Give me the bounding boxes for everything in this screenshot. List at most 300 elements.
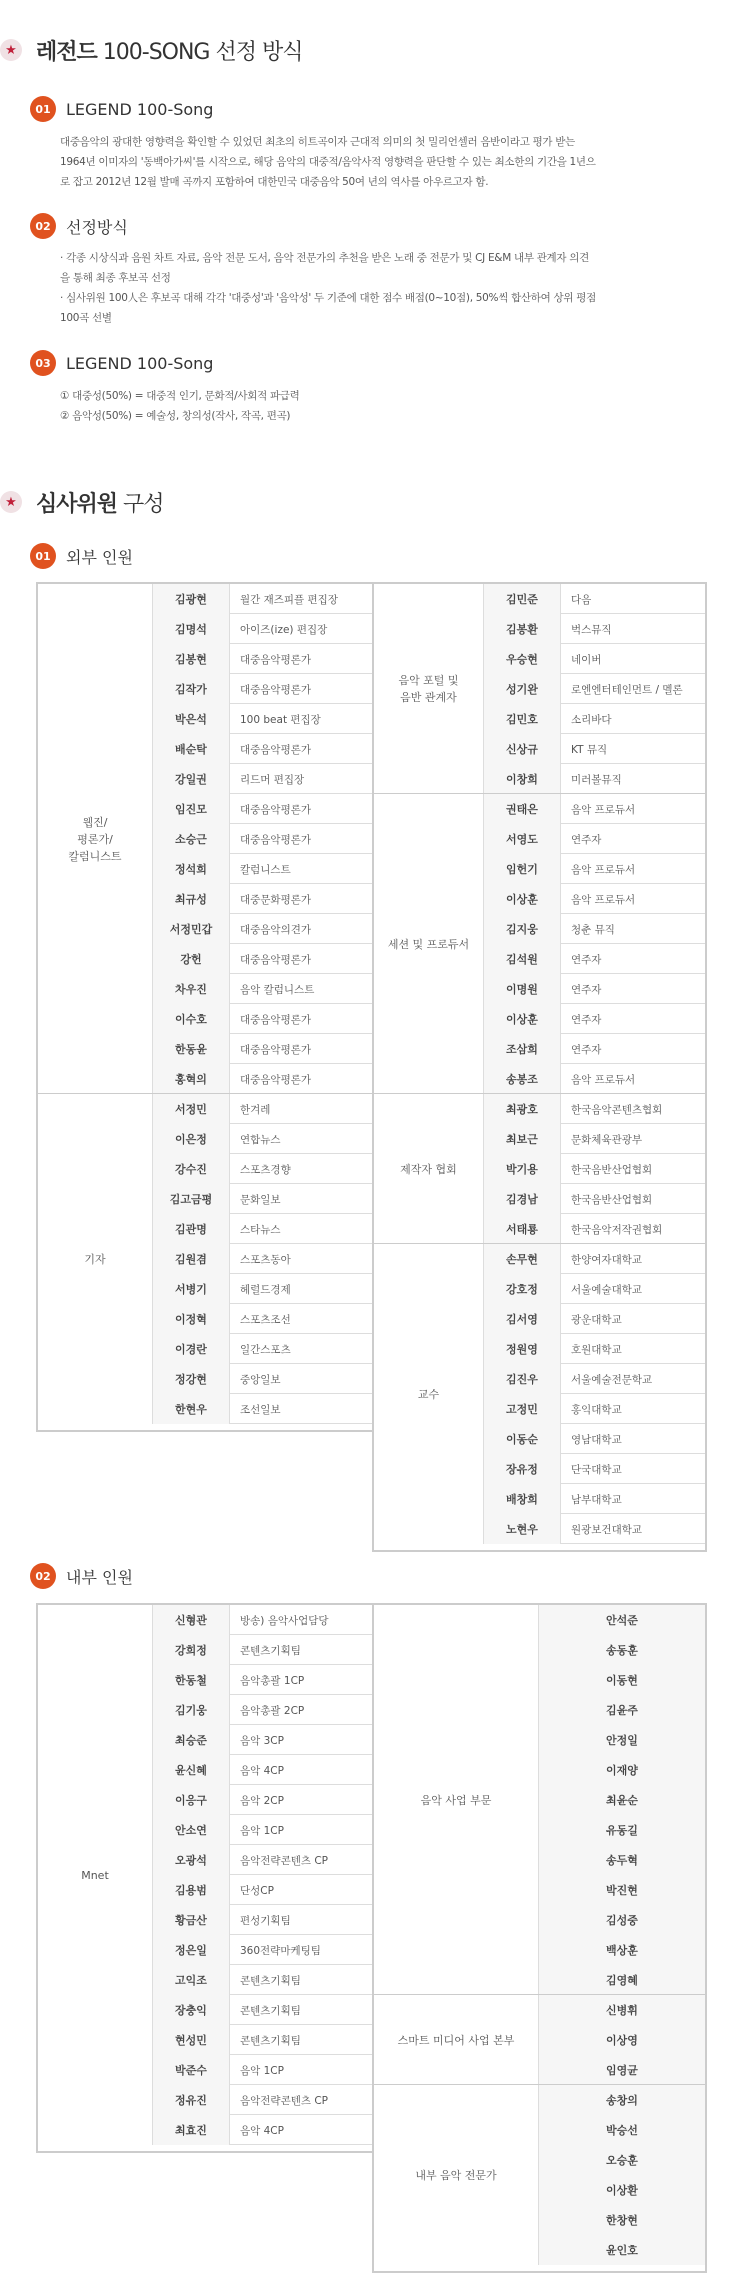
member-role: 음악 프로듀서 bbox=[571, 893, 636, 906]
table-row bbox=[484, 1094, 705, 1124]
member-role: 대중음악평론가 bbox=[240, 683, 312, 696]
table-row bbox=[484, 704, 705, 734]
member-name: 정유진 bbox=[153, 2085, 230, 2115]
member-name: 장충익 bbox=[153, 1995, 230, 2025]
member-role: 청춘 뮤직 bbox=[571, 923, 615, 936]
member-name: 김기웅 bbox=[153, 1695, 230, 1725]
table-row bbox=[539, 1815, 705, 1845]
table-row bbox=[153, 1334, 374, 1364]
text-line: ① 대중성(50%) = 대중적 인기, 문화적/사회적 파급력 bbox=[60, 390, 300, 402]
table-row bbox=[153, 1785, 374, 1815]
subsection-method bbox=[30, 213, 128, 239]
member-role: 음악 프로듀서 bbox=[571, 1073, 636, 1086]
internal-table-left bbox=[36, 1603, 376, 2153]
table-row bbox=[539, 1935, 705, 1965]
table-row bbox=[539, 1635, 705, 1665]
table-row bbox=[539, 1785, 705, 1815]
member-role: 문화일보 bbox=[240, 1193, 281, 1206]
text-line: 로 잡고 2012년 12월 발매 곡까지 포함하여 대한민국 대중음악 50여 년의 역사를 아우르고자 함. bbox=[60, 176, 489, 188]
member-role: 리드머 편집장 bbox=[240, 773, 305, 786]
member-name: 임진모 bbox=[153, 794, 230, 824]
section-title-rest: 100-SONG 선정 방식 bbox=[96, 39, 303, 65]
table-row bbox=[484, 1034, 705, 1064]
member-name: 고정민 bbox=[484, 1394, 561, 1424]
member-role: 스포츠조선 bbox=[240, 1313, 291, 1326]
text-line: · 심사위원 100人은 후보곡 대해 각각 '대중성'과 '음악성' 두 기준에 대한 점수 배점(0~10점), 50%씩 합산하여 상위 평점 bbox=[60, 292, 596, 304]
member-role: 스타뉴스 bbox=[240, 1223, 281, 1236]
member-name: 박진현 bbox=[539, 1875, 705, 1905]
member-name: 송봉조 bbox=[484, 1064, 561, 1094]
member-role: 연주자 bbox=[571, 953, 602, 966]
section-title-rest: 구성 bbox=[117, 491, 164, 517]
member-name: 송창의 bbox=[539, 2085, 705, 2115]
category-cell: 기자 bbox=[38, 1094, 153, 1424]
member-role: 대중음악평론가 bbox=[240, 953, 312, 966]
member-name: 한창현 bbox=[539, 2205, 705, 2235]
text-line: 대중음악의 광대한 영향력을 확인할 수 있었던 최초의 히트곡이자 근대적 의미의 첫 밀리언셀러 음반이라고 평가 받는 bbox=[60, 136, 575, 148]
member-name: 신병휘 bbox=[539, 1995, 705, 2025]
table-row bbox=[539, 1965, 705, 1995]
member-name: 이상훈 bbox=[484, 1004, 561, 1034]
member-role: 다음 bbox=[571, 593, 592, 606]
member-role: 대중음악평론가 bbox=[240, 833, 312, 846]
member-role: 호원대학교 bbox=[571, 1343, 622, 1356]
member-name: 김경남 bbox=[484, 1184, 561, 1214]
member-name: 김석원 bbox=[484, 944, 561, 974]
member-role: 방송) 음악사업담당 bbox=[240, 1614, 329, 1627]
member-name: 안소연 bbox=[153, 1815, 230, 1845]
table-row bbox=[153, 1124, 374, 1154]
table-row bbox=[539, 2145, 705, 2175]
member-name: 김작가 bbox=[153, 674, 230, 704]
table-row bbox=[484, 1364, 705, 1394]
table-row bbox=[153, 824, 374, 854]
table-row bbox=[153, 1725, 374, 1755]
member-name: 박준수 bbox=[153, 2055, 230, 2085]
member-name: 김지웅 bbox=[484, 914, 561, 944]
table-row bbox=[484, 674, 705, 704]
number-badge: 01 bbox=[30, 96, 56, 122]
member-name: 백상훈 bbox=[539, 1935, 705, 1965]
member-role: 스포츠경향 bbox=[240, 1163, 291, 1176]
table-row bbox=[153, 1004, 374, 1034]
table-row bbox=[539, 1605, 705, 1635]
member-role: 아이즈(ize) 편집장 bbox=[240, 623, 328, 636]
member-role: 연주자 bbox=[571, 983, 602, 996]
table-row bbox=[484, 884, 705, 914]
member-name: 홍혁의 bbox=[153, 1064, 230, 1094]
member-role: 소리바다 bbox=[571, 713, 612, 726]
text-line: 을 통해 최종 후보곡 선정 bbox=[60, 272, 171, 284]
text-line: 1964년 이미자의 '동백아가씨'를 시작으로, 해당 음악의 대중적/음악사적 영향력을 판단할 수 있는 최소한의 기간을 1년으 bbox=[60, 156, 596, 168]
table-row bbox=[153, 1364, 374, 1394]
table-row bbox=[153, 1064, 374, 1094]
table-row bbox=[539, 1725, 705, 1755]
table-row bbox=[484, 1514, 705, 1544]
member-role: 콘텐츠기획팀 bbox=[240, 2034, 301, 2047]
table-row bbox=[539, 2205, 705, 2235]
table-row bbox=[484, 944, 705, 974]
member-name: 차우진 bbox=[153, 974, 230, 1004]
table-row bbox=[484, 644, 705, 674]
member-name: 이상훈 bbox=[484, 884, 561, 914]
member-name: 최윤순 bbox=[539, 1785, 705, 1815]
member-role: 네이버 bbox=[571, 653, 602, 666]
table-row bbox=[153, 644, 374, 674]
internal-table-right bbox=[372, 1603, 707, 2273]
member-role: 음악 4CP bbox=[240, 1764, 284, 1777]
member-name: 강호정 bbox=[484, 1274, 561, 1304]
member-role: 한국음악콘텐츠협회 bbox=[571, 1103, 663, 1116]
member-role: 단성CP bbox=[240, 1884, 274, 1897]
paragraph-criteria bbox=[60, 386, 720, 426]
table-row bbox=[539, 1995, 705, 2025]
member-name: 김용범 bbox=[153, 1875, 230, 1905]
member-role: 편성기획팀 bbox=[240, 1914, 291, 1927]
table-row bbox=[539, 1695, 705, 1725]
table-row bbox=[153, 1965, 374, 1995]
subsection-title: 선정방식 bbox=[66, 217, 128, 237]
member-name: 한동철 bbox=[153, 1665, 230, 1695]
member-name: 소승근 bbox=[153, 824, 230, 854]
member-name: 김영혜 bbox=[539, 1965, 705, 1995]
member-name: 김서영 bbox=[484, 1304, 561, 1334]
member-role: 영남대학교 bbox=[571, 1433, 622, 1446]
member-name: 김봉환 bbox=[484, 614, 561, 644]
table-row bbox=[484, 734, 705, 764]
member-role: 한국음반산업협회 bbox=[571, 1193, 653, 1206]
member-name: 이은정 bbox=[153, 1124, 230, 1154]
member-name: 한동윤 bbox=[153, 1034, 230, 1064]
table-row bbox=[484, 794, 705, 824]
member-name: 윤신혜 bbox=[153, 1755, 230, 1785]
member-name: 이수호 bbox=[153, 1004, 230, 1034]
member-role: 음악 2CP bbox=[240, 1794, 284, 1807]
table-row bbox=[153, 1214, 374, 1244]
subsection-internal bbox=[30, 1563, 133, 1589]
table-row bbox=[539, 2115, 705, 2145]
member-name: 김봉현 bbox=[153, 644, 230, 674]
member-role: 벅스뮤직 bbox=[571, 623, 612, 636]
category-cell: 세션 및 프로듀서 bbox=[374, 794, 484, 1094]
member-name: 서태룡 bbox=[484, 1214, 561, 1244]
member-role: 한국음악저작권협회 bbox=[571, 1223, 663, 1236]
member-role: 중앙일보 bbox=[240, 1373, 281, 1386]
category-cell: 스마트 미디어 사업 본부 bbox=[374, 1995, 539, 2085]
member-name: 김윤주 bbox=[539, 1695, 705, 1725]
member-name: 정강현 bbox=[153, 1364, 230, 1394]
member-role: 대중음악평론가 bbox=[240, 653, 312, 666]
table-row bbox=[484, 824, 705, 854]
table-row bbox=[484, 1184, 705, 1214]
member-role: 미러볼뮤직 bbox=[571, 773, 622, 786]
external-table-right bbox=[372, 582, 707, 1552]
member-name: 최효진 bbox=[153, 2115, 230, 2145]
category-cell: 제작자 협회 bbox=[374, 1094, 484, 1244]
member-role: 한양여자대학교 bbox=[571, 1253, 643, 1266]
table-row bbox=[484, 1124, 705, 1154]
member-role: 음악 칼럼니스트 bbox=[240, 983, 315, 996]
member-name: 황금산 bbox=[153, 1905, 230, 1935]
member-name: 김광현 bbox=[153, 584, 230, 614]
member-name: 이응구 bbox=[153, 1785, 230, 1815]
member-role: 연합뉴스 bbox=[240, 1133, 281, 1146]
table-row bbox=[153, 1394, 374, 1424]
member-name: 신상규 bbox=[484, 734, 561, 764]
section-title-selection bbox=[0, 30, 302, 70]
member-role: 음악 1CP bbox=[240, 1824, 284, 1837]
member-name: 오광석 bbox=[153, 1845, 230, 1875]
table-row bbox=[484, 584, 705, 614]
member-role: 콘텐츠기획팀 bbox=[240, 1974, 301, 1987]
table-row bbox=[153, 794, 374, 824]
table-row bbox=[484, 1214, 705, 1244]
table-row bbox=[539, 2055, 705, 2085]
member-role: 단국대학교 bbox=[571, 1463, 622, 1476]
table-row bbox=[484, 1064, 705, 1094]
member-name: 강희정 bbox=[153, 1635, 230, 1665]
member-name: 조삼희 bbox=[484, 1034, 561, 1064]
number-badge: 02 bbox=[30, 213, 56, 239]
member-name: 현성민 bbox=[153, 2025, 230, 2055]
table-row bbox=[484, 614, 705, 644]
paragraph-method bbox=[60, 248, 720, 328]
table-row bbox=[539, 1665, 705, 1695]
table-row bbox=[153, 1154, 374, 1184]
text-line: 100곡 선별 bbox=[60, 312, 112, 324]
member-role: 음악 프로듀서 bbox=[571, 803, 636, 816]
member-role: 로엔엔터테인먼트 / 멜론 bbox=[571, 683, 683, 696]
member-name: 최승준 bbox=[153, 1725, 230, 1755]
member-role: 대중음악평론가 bbox=[240, 1013, 312, 1026]
table-row bbox=[153, 1635, 374, 1665]
member-role: 대중음악의견가 bbox=[240, 923, 312, 936]
member-role: 연주자 bbox=[571, 833, 602, 846]
table-row bbox=[484, 1004, 705, 1034]
member-role: 음악 3CP bbox=[240, 1734, 284, 1747]
member-role: 대중음악평론가 bbox=[240, 743, 312, 756]
member-role: 일간스포츠 bbox=[240, 1343, 291, 1356]
table-row bbox=[153, 1845, 374, 1875]
table-row bbox=[484, 1454, 705, 1484]
member-role: 스포츠동아 bbox=[240, 1253, 291, 1266]
table-row bbox=[153, 1905, 374, 1935]
subsection-legend-1 bbox=[30, 96, 213, 122]
table-row bbox=[153, 1755, 374, 1785]
table-row bbox=[153, 1244, 374, 1274]
table-row bbox=[484, 914, 705, 944]
member-name: 이상환 bbox=[539, 2175, 705, 2205]
member-name: 이경란 bbox=[153, 1334, 230, 1364]
table-row bbox=[153, 734, 374, 764]
table-row bbox=[153, 1605, 374, 1635]
member-name: 신형관 bbox=[153, 1605, 230, 1635]
member-name: 손무현 bbox=[484, 1244, 561, 1274]
member-role: 음악 프로듀서 bbox=[571, 863, 636, 876]
table-row bbox=[153, 1665, 374, 1695]
table-row bbox=[153, 1034, 374, 1064]
member-name: 서정민갑 bbox=[153, 914, 230, 944]
member-name: 안석준 bbox=[539, 1605, 705, 1635]
subsection-legend-3 bbox=[30, 350, 213, 376]
table-row bbox=[153, 1304, 374, 1334]
member-role: 문화체육관광부 bbox=[571, 1133, 643, 1146]
member-name: 김민호 bbox=[484, 704, 561, 734]
member-role: 홍익대학교 bbox=[571, 1403, 622, 1416]
member-name: 이창희 bbox=[484, 764, 561, 794]
table-row bbox=[484, 1394, 705, 1424]
member-name: 고익조 bbox=[153, 1965, 230, 1995]
member-name: 김원겸 bbox=[153, 1244, 230, 1274]
member-role: 음악총괄 1CP bbox=[240, 1674, 305, 1687]
member-role: KT 뮤직 bbox=[571, 743, 608, 756]
member-name: 이동순 bbox=[484, 1424, 561, 1454]
table-row bbox=[153, 764, 374, 794]
table-row bbox=[539, 2085, 705, 2115]
member-name: 정원영 bbox=[484, 1334, 561, 1364]
member-role: 원광보건대학교 bbox=[571, 1523, 643, 1536]
member-name: 김관명 bbox=[153, 1214, 230, 1244]
member-name: 서영도 bbox=[484, 824, 561, 854]
member-name: 박승선 bbox=[539, 2115, 705, 2145]
member-name: 서병기 bbox=[153, 1274, 230, 1304]
text-line: · 각종 시상식과 음원 차트 자료, 음악 전문 도서, 음악 전문가의 추천을 받은 노래 중 전문가 및 CJ E&M 내부 관계자 의견 bbox=[60, 252, 589, 264]
member-name: 정석희 bbox=[153, 854, 230, 884]
member-name: 최보근 bbox=[484, 1124, 561, 1154]
member-role: 대중음악평론가 bbox=[240, 1043, 312, 1056]
star-icon: ★ bbox=[0, 491, 22, 513]
member-name: 유동길 bbox=[539, 1815, 705, 1845]
category-cell: 교수 bbox=[374, 1244, 484, 1544]
table-row bbox=[153, 1935, 374, 1965]
member-role: 음악 1CP bbox=[240, 2064, 284, 2077]
table-row bbox=[484, 1274, 705, 1304]
table-row bbox=[484, 854, 705, 884]
member-name: 송동훈 bbox=[539, 1635, 705, 1665]
table-row bbox=[153, 1875, 374, 1905]
member-name: 한현우 bbox=[153, 1394, 230, 1424]
member-role: 음악전략콘텐츠 CP bbox=[240, 2094, 329, 2107]
table-row bbox=[539, 2175, 705, 2205]
subsection-title: 내부 인원 bbox=[66, 1567, 133, 1587]
table-row bbox=[484, 764, 705, 794]
table-row bbox=[153, 2025, 374, 2055]
member-role: 남부대학교 bbox=[571, 1493, 622, 1506]
member-name: 김성중 bbox=[539, 1905, 705, 1935]
subsection-title: LEGEND 100-Song bbox=[66, 353, 214, 373]
table-row bbox=[539, 1845, 705, 1875]
member-role: 대중음악평론가 bbox=[240, 1073, 312, 1086]
table-row bbox=[153, 2085, 374, 2115]
table-row bbox=[484, 1304, 705, 1334]
table-row bbox=[153, 1184, 374, 1214]
table-row bbox=[153, 584, 374, 614]
member-name: 강일권 bbox=[153, 764, 230, 794]
member-name: 김민준 bbox=[484, 584, 561, 614]
member-role: 콘텐츠기획팀 bbox=[240, 2004, 301, 2017]
star-icon: ★ bbox=[0, 39, 22, 61]
section-title-judges bbox=[0, 482, 164, 522]
member-name: 권태은 bbox=[484, 794, 561, 824]
member-name: 이명원 bbox=[484, 974, 561, 1004]
member-name: 윤인호 bbox=[539, 2235, 705, 2265]
member-name: 배순탁 bbox=[153, 734, 230, 764]
table-row bbox=[153, 944, 374, 974]
member-role: 칼럼니스트 bbox=[240, 863, 291, 876]
member-name: 서정민 bbox=[153, 1094, 230, 1124]
member-name: 박은석 bbox=[153, 704, 230, 734]
member-name: 오승훈 bbox=[539, 2145, 705, 2175]
table-row bbox=[539, 1755, 705, 1785]
member-name: 최규성 bbox=[153, 884, 230, 914]
member-role: 대중음악평론가 bbox=[240, 803, 312, 816]
member-role: 헤럴드경제 bbox=[240, 1283, 291, 1296]
member-role: 광운대학교 bbox=[571, 1313, 622, 1326]
table-row bbox=[153, 674, 374, 704]
member-name: 임헌기 bbox=[484, 854, 561, 884]
table-row bbox=[484, 1424, 705, 1454]
subsection-title: 외부 인원 bbox=[66, 547, 133, 567]
table-row bbox=[153, 1815, 374, 1845]
table-row bbox=[153, 614, 374, 644]
table-row bbox=[153, 884, 374, 914]
member-name: 이상영 bbox=[539, 2025, 705, 2055]
table-row bbox=[153, 974, 374, 1004]
subsection-external bbox=[30, 543, 133, 569]
number-badge: 03 bbox=[30, 350, 56, 376]
category-cell: 음악 포털 및 음반 관계자 bbox=[374, 584, 484, 794]
member-role: 음악전략콘텐츠 CP bbox=[240, 1854, 329, 1867]
table-row bbox=[153, 1695, 374, 1725]
member-name: 성기완 bbox=[484, 674, 561, 704]
table-row bbox=[153, 914, 374, 944]
member-role: 서울예술대학교 bbox=[571, 1283, 643, 1296]
table-row bbox=[539, 2025, 705, 2055]
external-table-left bbox=[36, 582, 376, 1432]
member-name: 이동현 bbox=[539, 1665, 705, 1695]
category-cell: Mnet bbox=[38, 1605, 153, 2145]
member-role: 한국음반산업협회 bbox=[571, 1163, 653, 1176]
member-role: 콘텐츠기획팀 bbox=[240, 1644, 301, 1657]
category-cell: 내부 음악 전문가 bbox=[374, 2085, 539, 2265]
category-cell: 음악 사업 부문 bbox=[374, 1605, 539, 1995]
table-row bbox=[153, 1995, 374, 2025]
number-badge: 02 bbox=[30, 1563, 56, 1589]
member-role: 음악 4CP bbox=[240, 2124, 284, 2137]
member-name: 김명석 bbox=[153, 614, 230, 644]
paragraph-legend bbox=[60, 132, 720, 192]
member-name: 강수진 bbox=[153, 1154, 230, 1184]
table-row bbox=[484, 1154, 705, 1184]
member-name: 이정혁 bbox=[153, 1304, 230, 1334]
table-row bbox=[484, 974, 705, 1004]
section-title-bold: 심사위원 bbox=[36, 491, 118, 517]
table-row bbox=[153, 1094, 374, 1124]
member-role: 100 beat 편집장 bbox=[240, 713, 321, 726]
member-name: 김고금평 bbox=[153, 1184, 230, 1214]
section-title-bold: 레전드 bbox=[36, 39, 97, 65]
table-row bbox=[484, 1484, 705, 1514]
member-role: 서울예술전문학교 bbox=[571, 1373, 653, 1386]
member-name: 송두혁 bbox=[539, 1845, 705, 1875]
table-row bbox=[153, 1274, 374, 1304]
text-line: ② 음악성(50%) = 예술성, 창의성(작사, 작곡, 편곡) bbox=[60, 410, 291, 422]
member-name: 노현우 bbox=[484, 1514, 561, 1544]
table-row bbox=[484, 1334, 705, 1364]
member-role: 대중문화평론가 bbox=[240, 893, 312, 906]
member-name: 김진우 bbox=[484, 1364, 561, 1394]
member-name: 임영균 bbox=[539, 2055, 705, 2085]
